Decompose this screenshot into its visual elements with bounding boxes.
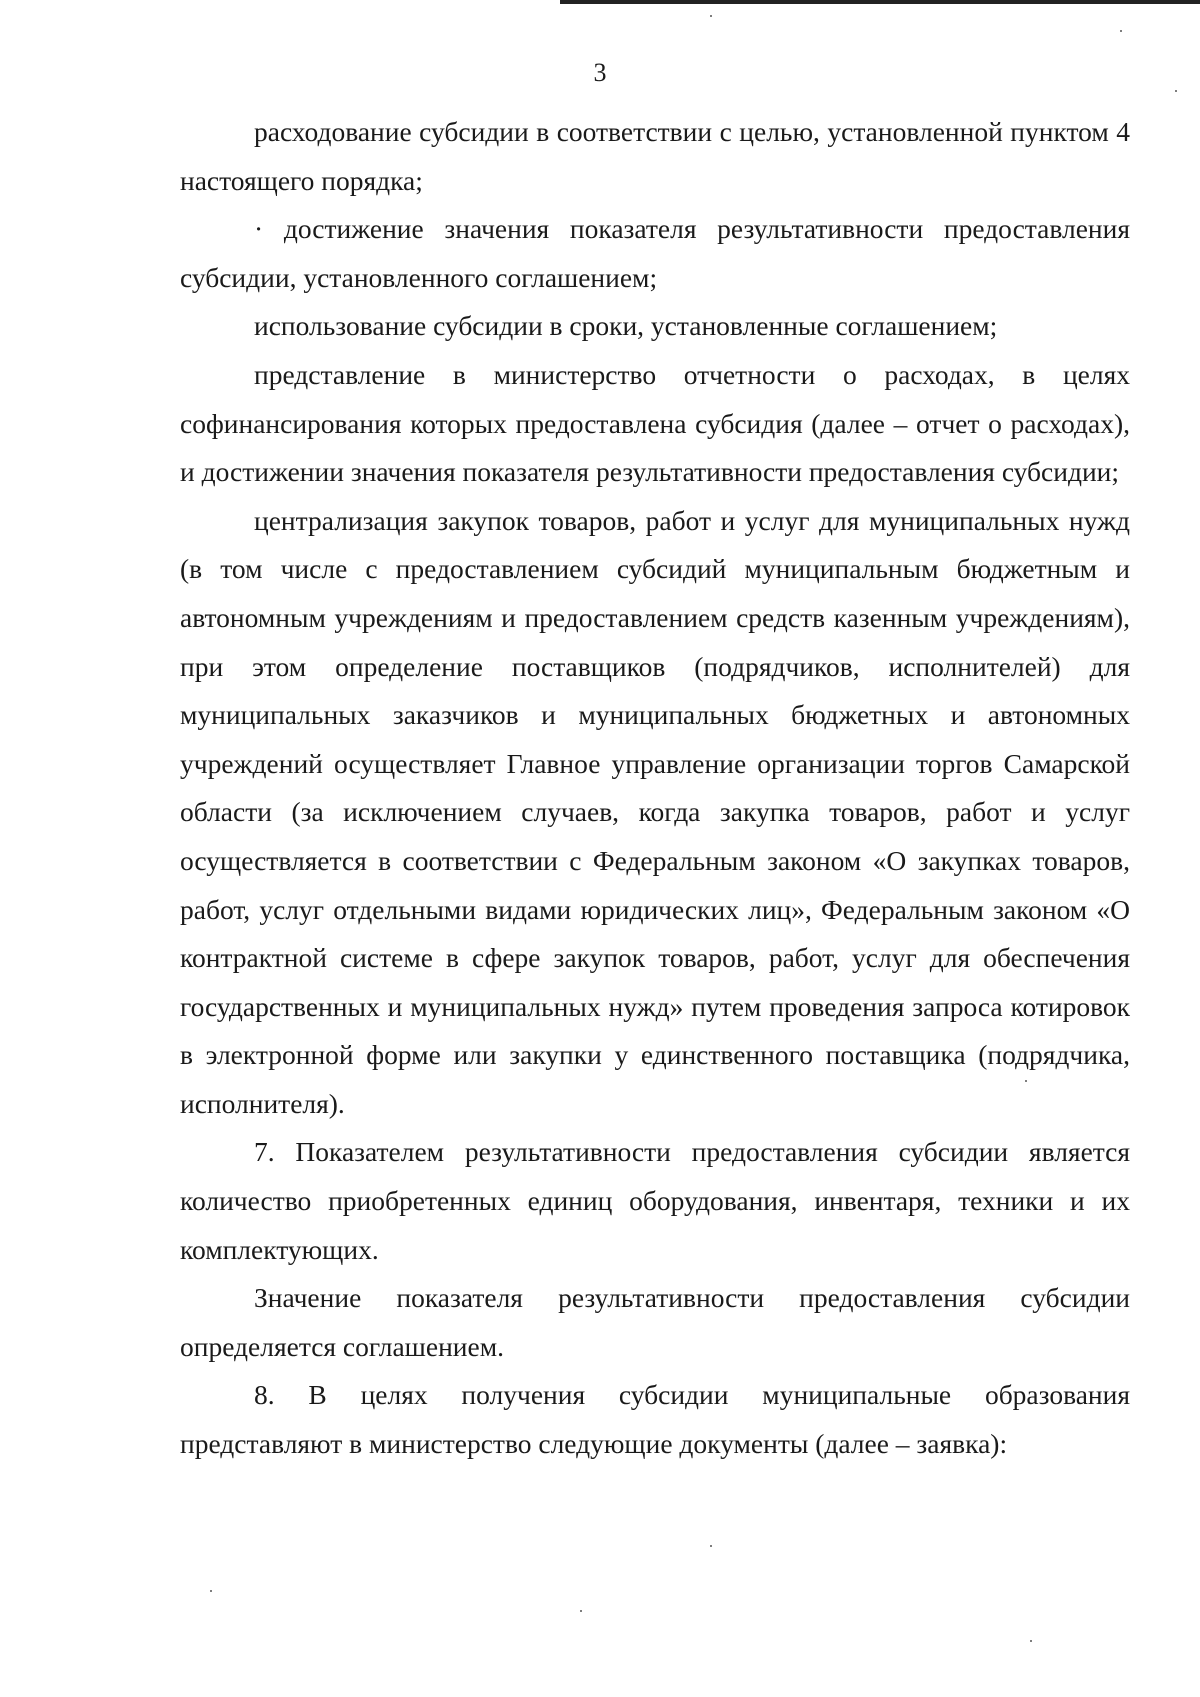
- scan-speck: [1175, 90, 1177, 92]
- scan-speck: [1030, 1640, 1032, 1642]
- paragraph-reporting: представление в министерство отчетности о расходах, в целях софинансирования которых предоставлена субсидия (далее – отчет о расходах), и достижении значения показателя результативности предоставления субсидии;: [180, 358, 1130, 488]
- paragraph-indicator-achievement: · достижение значения показателя результативности предоставления субсидии, установленного соглашением;: [180, 213, 1130, 293]
- scan-speck: [210, 1590, 212, 1592]
- scan-edge-line: [560, 0, 1200, 4]
- scan-speck: [710, 15, 712, 17]
- paragraph-usage-deadlines: использование субсидии в сроки, установленные соглашением;: [254, 310, 998, 342]
- paragraph-item-7: 7. Показателем результативности предоставления субсидии является количество приобретенных единиц оборудования, инвентаря, техники и их комплектующих.: [180, 1136, 1130, 1265]
- paragraph-item-8: 8. В целях получения субсидии муниципальные образования представляют в министерство следующие документы (далее – заявка):: [180, 1379, 1130, 1460]
- scan-speck: [1120, 30, 1122, 32]
- scan-speck: [710, 1545, 712, 1547]
- paragraph-procurement-centralization: централизация закупок товаров, работ и услуг для муниципальных нужд (в том числе с предоставлением субсидий муниципальным бюджетным и автономным учреждениям и предоставлением средств казенным учреждениям), при этом определение поставщиков (подрядчиков, исполнителей) для муниципальных заказчиков и муниципальных бюджетных и автономных учреждений осуществляет Главное управление организации торгов Самарской области (за исключением случаев, когда закупка товаров, работ и услуг осуществляется в соответствии с Федеральным законом «О закупках товаров, работ, услуг отдельными видами юридических лиц», Федеральным законом «О контрактной системе в сфере закупок товаров, работ, услуг для обеспечения государственных и муниципальных нужд» путем проведения запроса котировок в электронной форме или закупки у единственного поставщика (подрядчика, исполнителя).: [180, 504, 1130, 1119]
- scan-speck: [580, 1610, 582, 1612]
- paragraph-spending: расходование субсидии в соответствии с целью, установленной пунктом 4 настоящего порядка;: [180, 116, 1130, 196]
- document-body: [180, 108, 1130, 1469]
- page-number: 3: [593, 58, 607, 87]
- scan-speck: [1025, 1080, 1027, 1082]
- paragraph-indicator-value: Значение показателя результативности предоставления субсидии определяется соглашением.: [180, 1282, 1130, 1362]
